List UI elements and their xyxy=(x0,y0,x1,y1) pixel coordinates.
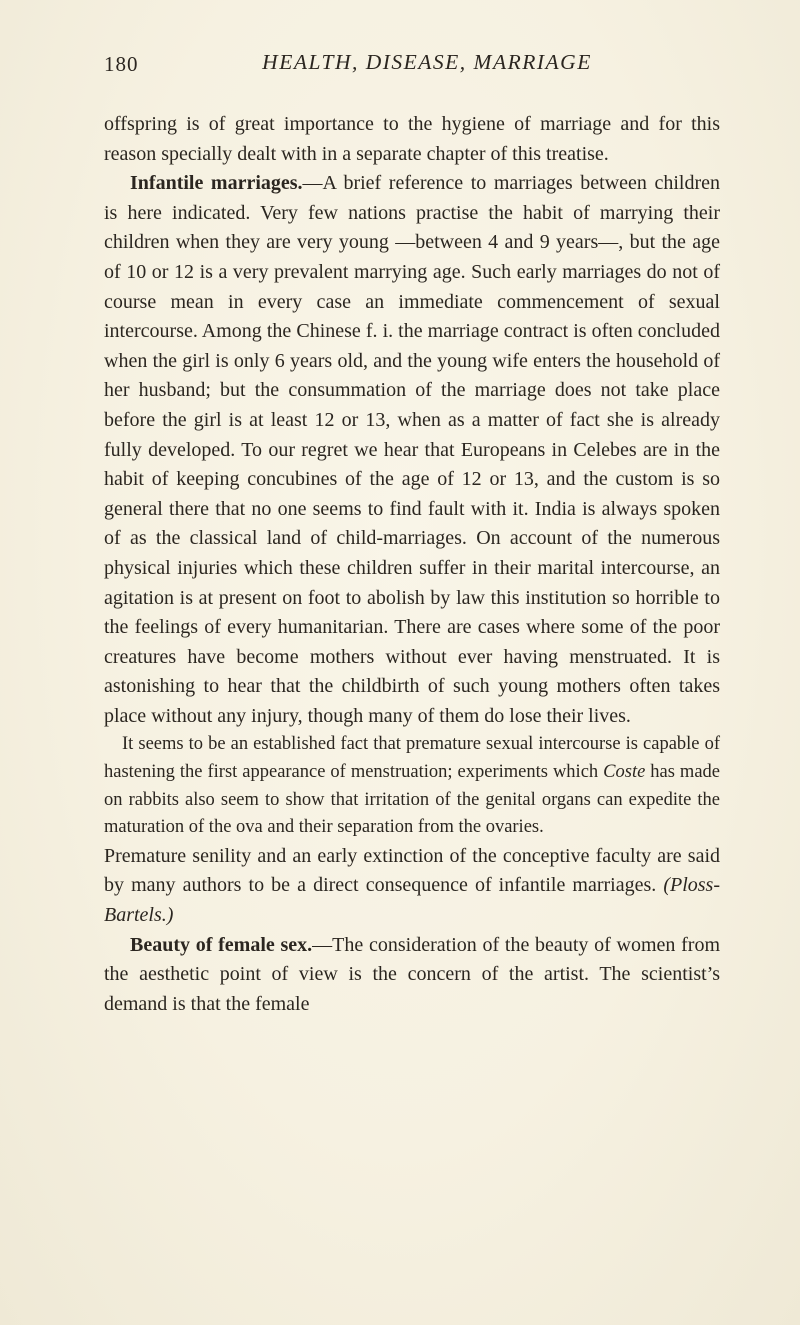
paragraph-premature-senility-text: Premature senility and an early extinction of the conceptive faculty are said by many authors to be a direct consequence of infantile marriages. xyxy=(104,844,720,897)
blockquote-coste-name: Coste xyxy=(603,762,646,783)
paragraph-infantile-marriages-text: —A brief reference to marriages between children is here indicated. Very few nations practise the habit of marrying their children when they are very young —between 4 and 9 years—, but the age of 10 or 12 is a very prevalent marrying age. Such early marriages do not of course mean in every case an immediate commencement of sexual intercourse. Among the Chinese f. i. the marriage contract is often concluded when the girl is only 6 years old, and the young wife enters the household of her husband; but the consummation of the marriage does not take place before the girl is at least 12 or 13, when as a matter of fact she is already fully developed. To our regret we hear that Europeans in Celebes are in the habit of keeping concubines of the age of 12 or 13, and the custom is so general there that no one seems to find fault with it. India is always spoken of as the classical land of child-marriages. On account of the numerous physical injuries which these children suffer in their marital intercourse, an agitation is at present on foot to abolish by law this institution so horrible to the feelings of every humanitarian. There are cases where some of the poor creatures have become mothers without ever having menstruated. It is astonishing to hear that the childbirth of such young mothers often takes place without any injury, though many of them do lose their lives. xyxy=(104,172,720,727)
paragraph-offspring-text: offspring is of great importance to the hygiene of marriage and for this reason specially dealt with in a separate chapter of this treatise. xyxy=(104,113,720,165)
citation-ploss-bartels: (Ploss-Bartels.) xyxy=(104,874,720,927)
paragraph-offspring xyxy=(104,110,720,169)
paragraph-beauty-of-female-sex-text: —The consideration of the beauty of women from the aesthetic point of view is the concern of the artist. The scientist’s demand is that the female xyxy=(104,933,721,1015)
blockquote-menstruation xyxy=(104,731,720,841)
paragraph-infantile-marriages xyxy=(104,169,720,731)
blockquote-text-after: has made on rabbits also seem to show that irritation of the genital organs can expedite the maturation of the ova and their separation from the ovaries. xyxy=(104,762,720,838)
blockquote-text-before: It seems to be an established fact that premature sexual intercourse is capable of hastening the first appearance of menstruation; experiments which xyxy=(104,734,720,783)
page-header xyxy=(104,50,720,84)
running-title: HEALTH, DISEASE, MARRIAGE xyxy=(262,50,592,74)
run-in-heading-beauty-of-female-sex: Beauty of female sex. xyxy=(130,933,313,956)
paragraph-beauty-of-female-sex xyxy=(104,931,720,1020)
page-body xyxy=(104,110,720,1019)
page-number: 180 xyxy=(104,52,139,76)
paragraph-premature-senility xyxy=(104,842,720,931)
run-in-heading-infantile-marriages: Infantile marriages. xyxy=(130,172,303,195)
